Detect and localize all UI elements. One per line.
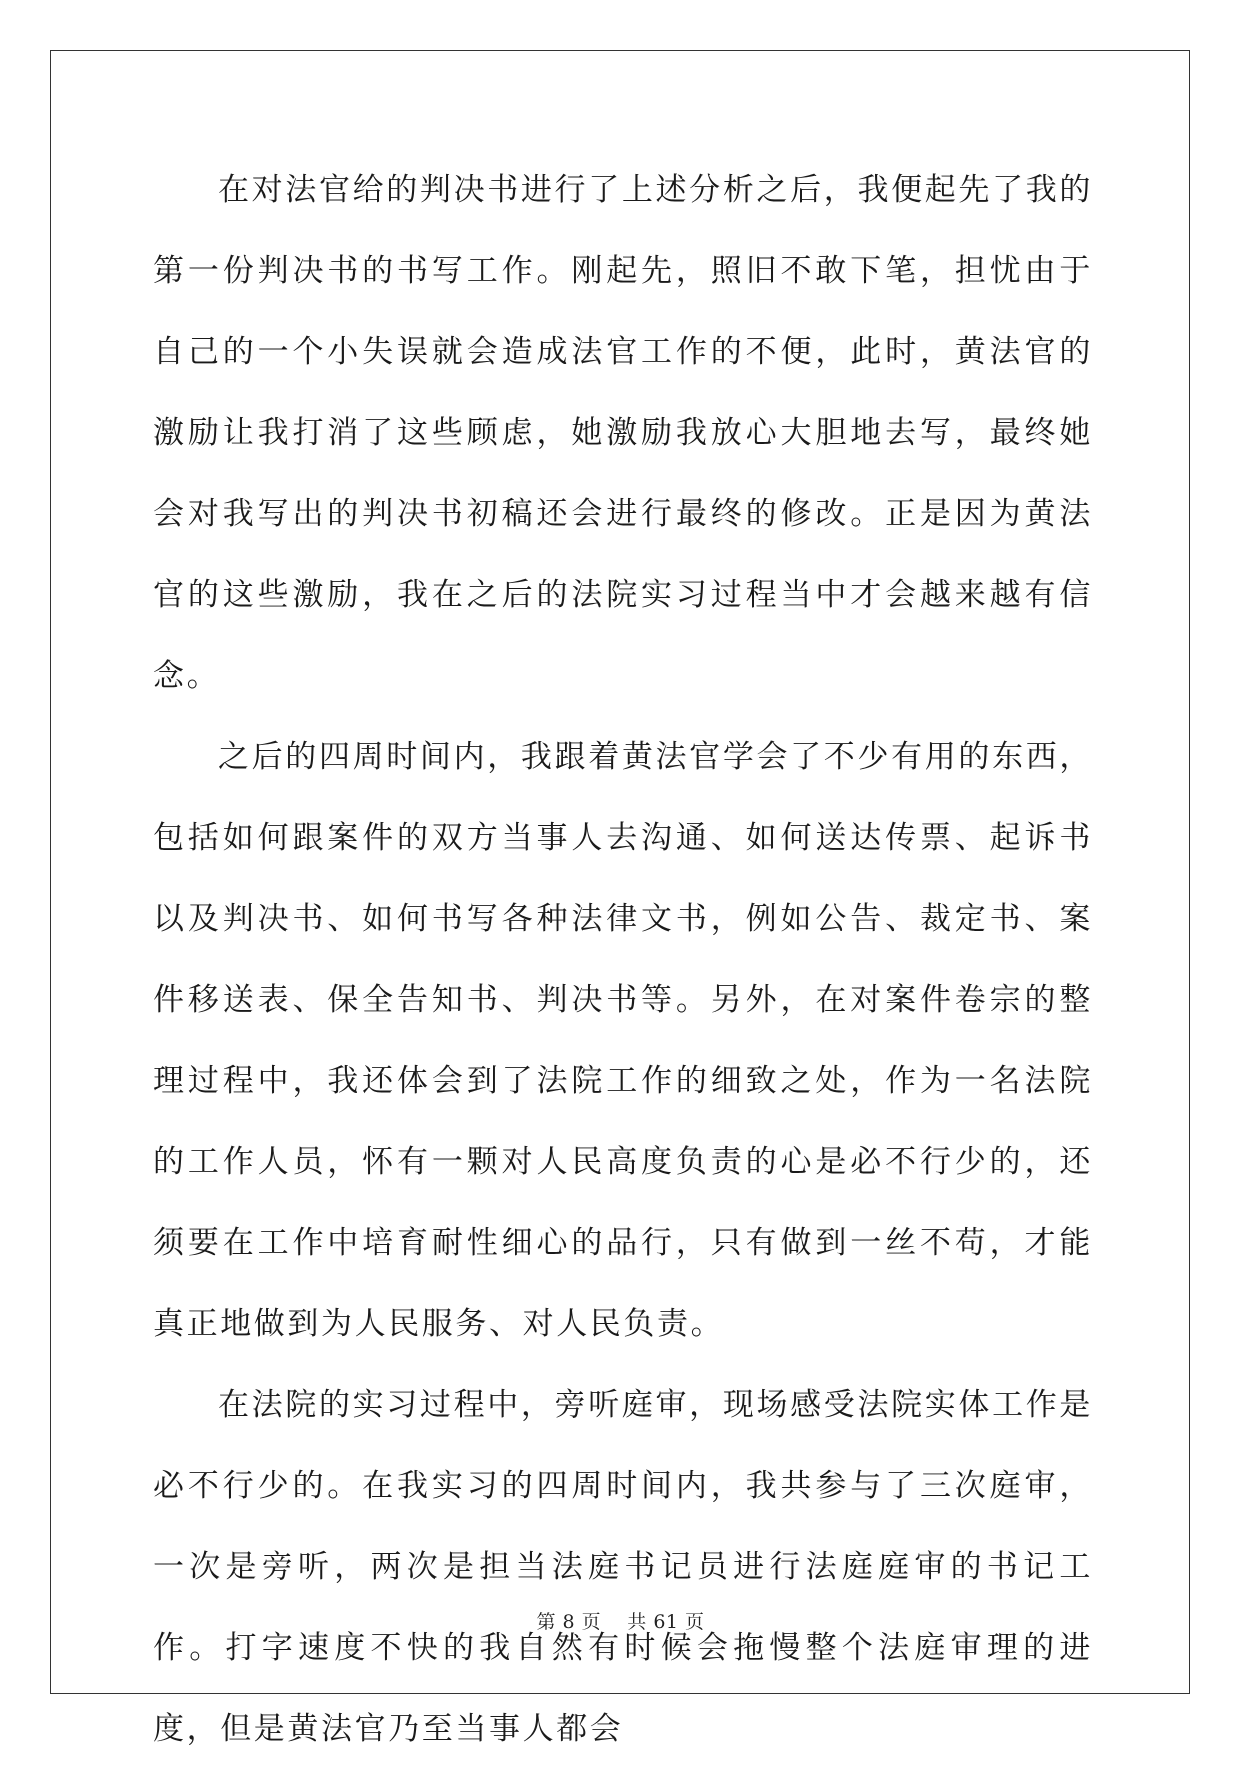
paragraph-1: 在对法官给的判决书进行了上述分析之后，我便起先了我的第一份判决书的书写工作。刚起先，照旧不敢下笔，担忧由于自己的一个小失误就会造成法官工作的不便，此时，黄法官的激励让我打消了这些顾虑，她激励我放心大胆地去写，最终她会对我写出的判决书初稿还会进行最终的修改。正是因为黄法官的这些激励，我在之后的法院实习过程当中才会越来越有信念。	[153, 172, 1093, 694]
paragraph-3: 在法院的实习过程中，旁听庭审，现场感受法院实体工作是必不行少的。在我实习的四周时间内，我共参与了三次庭审，一次是旁听，两次是担当法庭书记员进行法庭庭审的书记工作。打字速度不快的我自然有时候会拖慢整个法庭审理的进度，但是黄法官乃至当事人都会	[153, 1387, 1093, 1747]
paragraph-2: 之后的四周时间内，我跟着黄法官学会了不少有用的东西，包括如何跟案件的双方当事人去沟通、如何送达传票、起诉书以及判决书、如何书写各种法律文书，例如公告、裁定书、案件移送表、保全告知书、判决书等。另外，在对案件卷宗的整理过程中，我还体会到了法院工作的细致之处，作为一名法院的工作人员，怀有一颗对人民高度负责的心是必不行少的，还须要在工作中培育耐性细心的品行，只有做到一丝不苟，才能真正地做到为人民服务、对人民负责。	[153, 739, 1093, 1342]
current-page-number: 第 8 页	[536, 1611, 602, 1633]
document-body	[153, 150, 1093, 1770]
total-page-count: 共 61 页	[627, 1611, 705, 1633]
page-footer	[0, 1607, 1241, 1634]
